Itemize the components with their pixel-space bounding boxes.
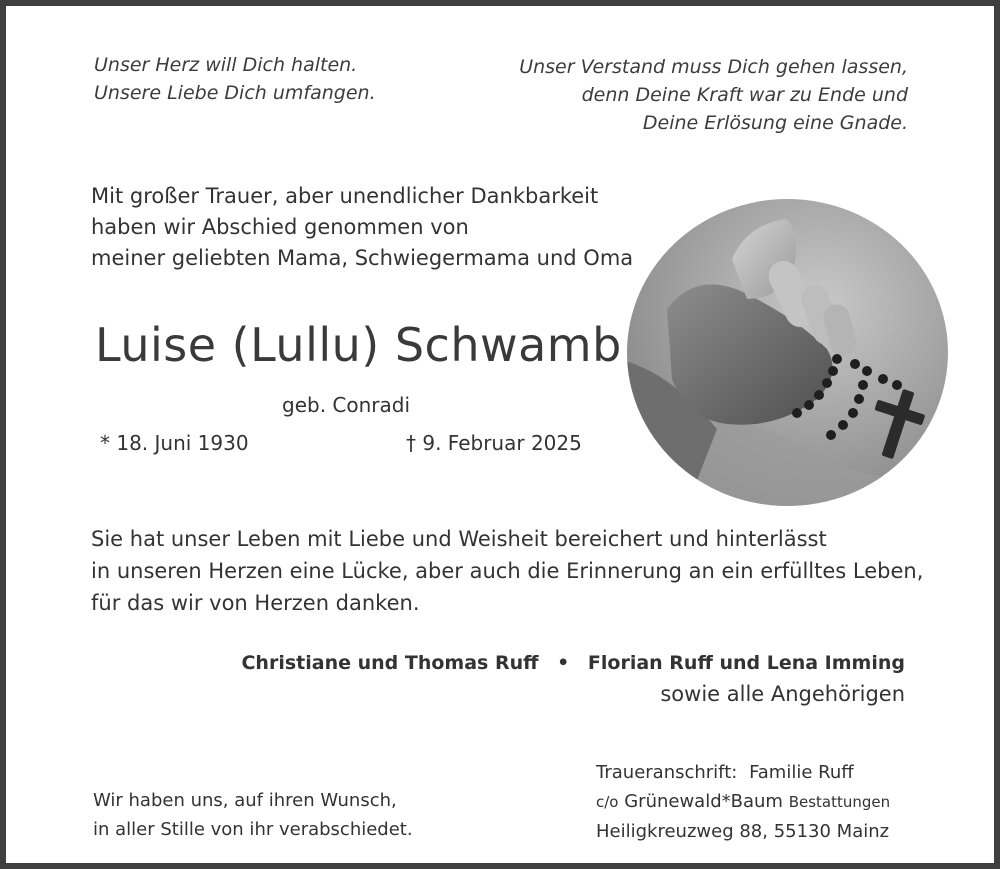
address-company-suffix: Bestattungen xyxy=(788,793,891,811)
tribute-line: Sie hat unser Leben mit Liebe und Weisheit bereichert und hinterlässt xyxy=(91,527,827,551)
address-co: c/o xyxy=(596,793,619,811)
farewell-text xyxy=(93,786,413,844)
farewell-line: Wir haben uns, auf ihren Wunsch, xyxy=(93,790,397,811)
mourner-family-1: Christiane und Thomas Ruff xyxy=(241,652,539,674)
tribute-line: für das wir von Herzen danken. xyxy=(91,591,420,615)
birth-date: * 18. Juni 1930 xyxy=(100,431,249,455)
quote-left-line: Unsere Liebe Dich umfangen. xyxy=(94,82,376,104)
quote-right xyxy=(519,53,908,137)
address-label-line xyxy=(596,758,890,787)
hands-with-rosary-photo-icon xyxy=(627,199,948,506)
address-family: Familie Ruff xyxy=(749,762,854,783)
tribute-line: in unseren Herzen eine Lücke, aber auch die Erinnerung an ein erfülltes Leben, xyxy=(91,559,924,583)
address-company-line xyxy=(596,787,890,817)
mourner-separator: • xyxy=(557,652,570,674)
quote-right-line: denn Deine Kraft war zu Ende und xyxy=(581,84,908,106)
intro-line: Mit großer Trauer, aber unendlicher Dankbarkeit xyxy=(91,184,599,208)
quote-right-line: Deine Erlösung eine Gnade. xyxy=(642,112,908,134)
mourners-others: sowie alle Angehörigen xyxy=(660,682,905,706)
mourner-family-2: Florian Ruff und Lena Imming xyxy=(587,652,905,674)
deceased-name: Luise (Lullu) Schwamb xyxy=(95,318,622,372)
tribute-text xyxy=(91,523,923,619)
quote-left xyxy=(94,51,376,107)
farewell-line: in aller Stille von ihr verabschiedet. xyxy=(93,819,413,840)
mourners-line xyxy=(241,652,905,674)
quote-left-line: Unser Herz will Dich halten. xyxy=(94,54,358,76)
intro-text xyxy=(91,181,633,274)
death-date: † 9. Februar 2025 xyxy=(406,431,582,455)
address-label: Traueranschrift: xyxy=(596,762,738,783)
birth-name: geb. Conradi xyxy=(282,393,411,417)
address-street: Heiligkreuzweg 88, 55130 Mainz xyxy=(596,821,890,842)
mourning-address xyxy=(596,758,890,846)
address-company: Grünewald*Baum xyxy=(624,791,783,812)
intro-line: haben wir Abschied genommen von xyxy=(91,215,469,239)
quote-right-line: Unser Verstand muss Dich gehen lassen, xyxy=(519,56,908,78)
intro-line: meiner geliebten Mama, Schwiegermama und Oma xyxy=(91,246,634,270)
